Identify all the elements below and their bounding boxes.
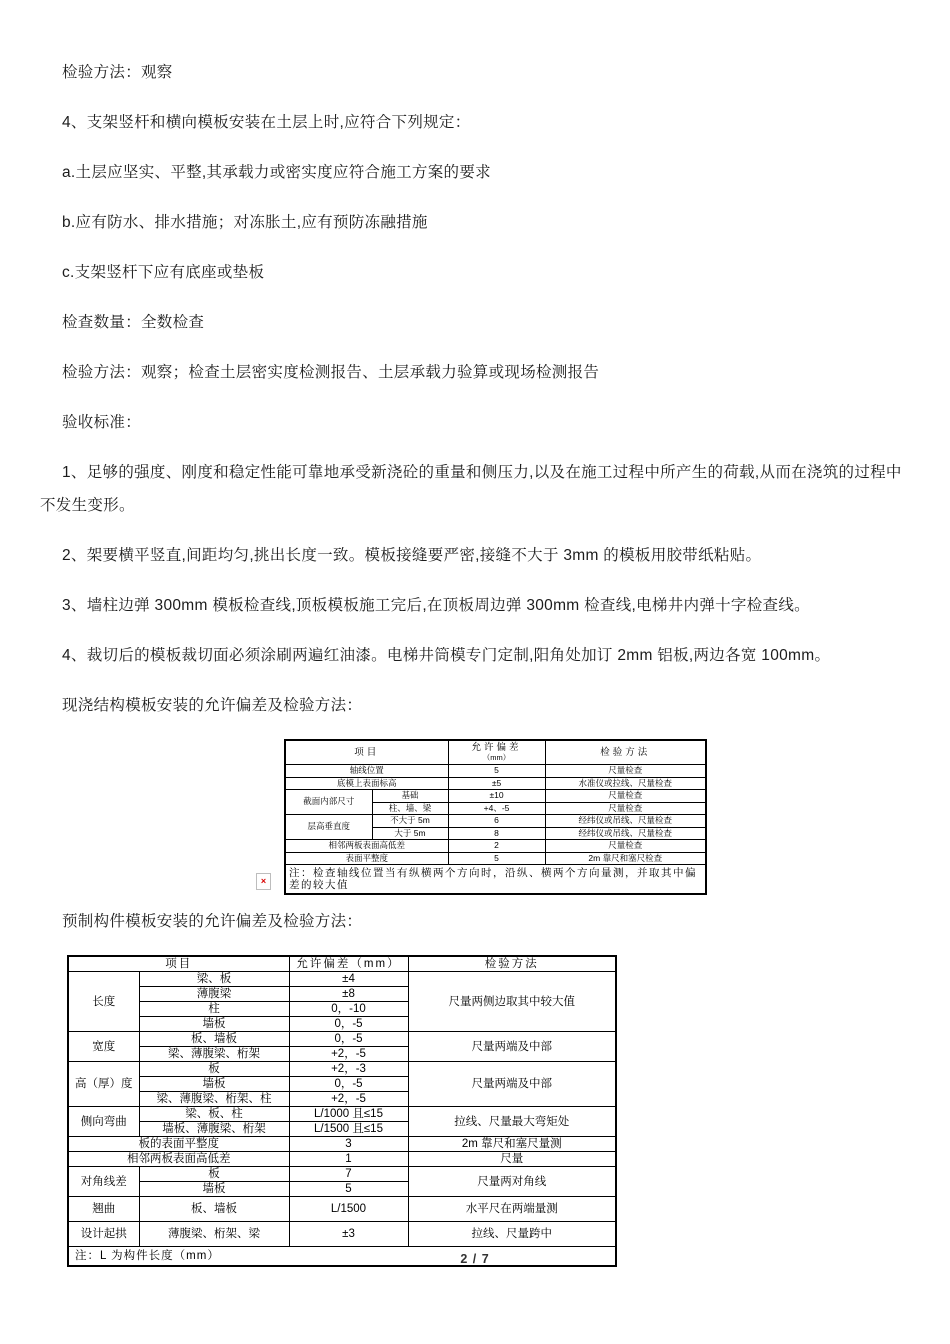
cell-deviation: ±10 [448, 790, 545, 803]
cell-deviation: ±8 [289, 987, 408, 1002]
cell-deviation: L/1500 [289, 1197, 408, 1222]
table-row [68, 1032, 616, 1047]
cell-deviation: 0，-5 [289, 1077, 408, 1092]
table-row [68, 1167, 616, 1182]
cell-method: 尺量两对角线 [408, 1167, 616, 1197]
cell-sub-label: 柱 [139, 1002, 289, 1017]
cell-deviation: L/1000 且≤15 [289, 1107, 408, 1122]
header-item: 项目 [285, 740, 448, 765]
cell-method: 尺量检查 [545, 802, 706, 815]
table-note: 注：检查轴线位置当有纵横两个方向时，沿纵、横两个方向量测，并取其中偏差的较大值 [285, 865, 706, 895]
table-row [285, 790, 706, 803]
cell-method: 尺量检查 [545, 765, 706, 778]
cell-sub-label: 墙板 [139, 1017, 289, 1032]
cell-method: 拉线、尺量跨中 [408, 1222, 616, 1247]
para-inspection-method: 检验方法：观察 [62, 64, 173, 81]
cell-sub-label: 板、墙板 [139, 1032, 289, 1047]
cell-deviation: ±4 [289, 972, 408, 987]
cell-group-label: 长度 [68, 972, 139, 1032]
cell-sub-label: 梁、板 [139, 972, 289, 987]
cell-label: 相邻两板表面高低差 [68, 1152, 289, 1167]
header-deviation: 允许偏差（mm） [289, 956, 408, 972]
cell-method: 尺量 [408, 1152, 616, 1167]
table-row [68, 1152, 616, 1167]
cell-sub-label: 梁、薄腹梁、桁架、柱 [139, 1092, 289, 1107]
cell-method: 水准仪或拉线、尺量检查 [545, 777, 706, 790]
cell-method: 拉线、尺量最大弯矩处 [408, 1107, 616, 1137]
cell-deviation: 2 [448, 840, 545, 853]
cast-in-place-table-block [256, 739, 910, 895]
cell-sub-label: 大于 5m [372, 827, 448, 840]
cell-deviation: 5 [448, 765, 545, 778]
para-precast-heading: 预制构件模板安装的允许偏差及检验方法： [62, 913, 363, 930]
cell-deviation: 0，-10 [289, 1002, 408, 1017]
cell-deviation: L/1500 且≤15 [289, 1122, 408, 1137]
table-row [285, 852, 706, 865]
table-row [68, 972, 616, 987]
table-row [68, 1197, 616, 1222]
cell-deviation: 3 [289, 1137, 408, 1152]
table-row [285, 765, 706, 778]
cell-deviation: +2，-3 [289, 1062, 408, 1077]
table-header-row [68, 956, 616, 972]
cell-deviation: +4、-5 [448, 802, 545, 815]
cell-deviation: 5 [448, 852, 545, 865]
cell-sub-label: 墙板 [139, 1182, 289, 1197]
cell-group-label: 侧向弯曲 [68, 1107, 139, 1137]
header-method: 检验方法 [408, 956, 616, 972]
table-row [68, 1107, 616, 1122]
para-standard-4: 4、裁切后的模板裁切面必须涂刷两遍红油漆。电梯井筒模专门定制,阳角处加订 2mm 铝板,两边各宽 100mm。 [62, 647, 831, 664]
para-rule4-intro: 4、支架竖杆和横向模板安装在土层上时,应符合下列规定： [62, 114, 471, 131]
cell-group-label: 设计起拱 [68, 1222, 139, 1247]
cell-deviation: 7 [289, 1167, 408, 1182]
para-inspection-method-2: 检验方法：观察；检查土层密实度检测报告、土层承载力验算或现场检测报告 [62, 364, 600, 381]
table-row [285, 840, 706, 853]
red-x-icon: × [260, 876, 267, 886]
cell-method: 尺量检查 [545, 840, 706, 853]
cell-sub-label: 柱、墙、梁 [372, 802, 448, 815]
cell-method: 经纬仪或吊线、尺量检查 [545, 815, 706, 828]
header-item: 项目 [68, 956, 289, 972]
cell-method: 2m 靠尺和塞尺量测 [408, 1137, 616, 1152]
para-check-quantity: 检查数量：全数检查 [62, 314, 205, 331]
header-deviation-unit: （mm） [482, 752, 511, 762]
cell-deviation: ±3 [289, 1222, 408, 1247]
para-rule4-c: c.支架竖杆下应有底座或垫板 [62, 264, 265, 281]
cell-label: 相邻两板表面高低差 [285, 840, 448, 853]
cell-sub-label: 墙板、薄腹梁、桁架 [139, 1122, 289, 1137]
table-note-row [285, 865, 706, 895]
cell-sub-label: 薄腹梁、桁架、梁 [139, 1222, 289, 1247]
cell-sub-label: 板、墙板 [139, 1197, 289, 1222]
table-row [68, 1062, 616, 1077]
table-note: 注：L 为构件长度（mm） [68, 1247, 616, 1267]
cell-method: 尺量两侧边取其中较大值 [408, 972, 616, 1032]
cell-sub-label: 基础 [372, 790, 448, 803]
para-rule4-a: a.土层应坚实、平整,其承载力或密实度应符合施工方案的要求 [62, 164, 491, 181]
header-deviation-line1: 允许偏差 [471, 742, 522, 753]
cell-label: 表面平整度 [285, 852, 448, 865]
table-row [68, 1222, 616, 1247]
cell-method: 2m 靠尺和塞尺检查 [545, 852, 706, 865]
cast-in-place-deviation-table [284, 739, 707, 895]
cell-method: 经纬仪或吊线、尺量检查 [545, 827, 706, 840]
para-standard-3: 3、墙柱边弹 300mm 模板检查线,顶板模板施工完后,在顶板周边弹 300mm 检查线,电梯井内弹十字检查线。 [62, 597, 810, 614]
para-standard-1: 1、足够的强度、刚度和稳定性能可靠地承受新浇砼的重量和侧压力,以及在施工过程中所产生的荷载,从而在浇筑的过程中不发生变形。 [40, 464, 902, 514]
cell-group-label: 截面内部尺寸 [285, 790, 372, 815]
table-header-row [285, 740, 706, 765]
cell-label: 轴线位置 [285, 765, 448, 778]
cell-label: 板的表面平整度 [68, 1137, 289, 1152]
cell-deviation: ±5 [448, 777, 545, 790]
para-acceptance-standard: 验收标准： [62, 414, 142, 431]
cell-sub-label: 薄腹梁 [139, 987, 289, 1002]
para-standard-2: 2、架要横平竖直,间距均匀,挑出长度一致。模板接缝要严密,接缝不大于 3mm 的模板用胶带纸粘贴。 [62, 547, 762, 564]
cell-method: 尺量两端及中部 [408, 1032, 616, 1062]
cell-group-label: 层高垂直度 [285, 815, 372, 840]
cell-group-label: 翘曲 [68, 1197, 139, 1222]
cell-deviation: +2，-5 [289, 1047, 408, 1062]
page-number: 2 / 7 [460, 1252, 490, 1266]
cell-deviation: +2，-5 [289, 1092, 408, 1107]
table-row [285, 815, 706, 828]
cell-sub-label: 不大于 5m [372, 815, 448, 828]
cell-method: 尺量检查 [545, 790, 706, 803]
cell-deviation: 1 [289, 1152, 408, 1167]
cell-sub-label: 梁、板、柱 [139, 1107, 289, 1122]
cell-deviation: 6 [448, 815, 545, 828]
cell-deviation: 8 [448, 827, 545, 840]
cell-sub-label: 板 [139, 1062, 289, 1077]
precast-deviation-table [67, 955, 617, 1267]
cell-method: 尺量两端及中部 [408, 1062, 616, 1107]
cell-sub-label: 板 [139, 1167, 289, 1182]
header-deviation [448, 740, 545, 765]
cell-method: 水平尺在两端量测 [408, 1197, 616, 1222]
cell-group-label: 宽度 [68, 1032, 139, 1062]
header-method: 检验方法 [545, 740, 706, 765]
para-cast-in-place-heading: 现浇结构模板安装的允许偏差及检验方法： [62, 697, 363, 714]
cell-group-label: 对角线差 [68, 1167, 139, 1197]
cell-deviation: 0，-5 [289, 1017, 408, 1032]
table-row [68, 1137, 616, 1152]
cell-group-label: 高（厚）度 [68, 1062, 139, 1107]
cell-label: 底模上表面标高 [285, 777, 448, 790]
table-row [285, 777, 706, 790]
broken-image-icon [256, 873, 271, 890]
cell-sub-label: 梁、薄腹梁、桁架 [139, 1047, 289, 1062]
cell-deviation: 5 [289, 1182, 408, 1197]
cell-deviation: 0，-5 [289, 1032, 408, 1047]
cell-sub-label: 墙板 [139, 1077, 289, 1092]
para-rule4-b: b.应有防水、排水措施；对冻胀土,应有预防冻融措施 [62, 214, 428, 231]
